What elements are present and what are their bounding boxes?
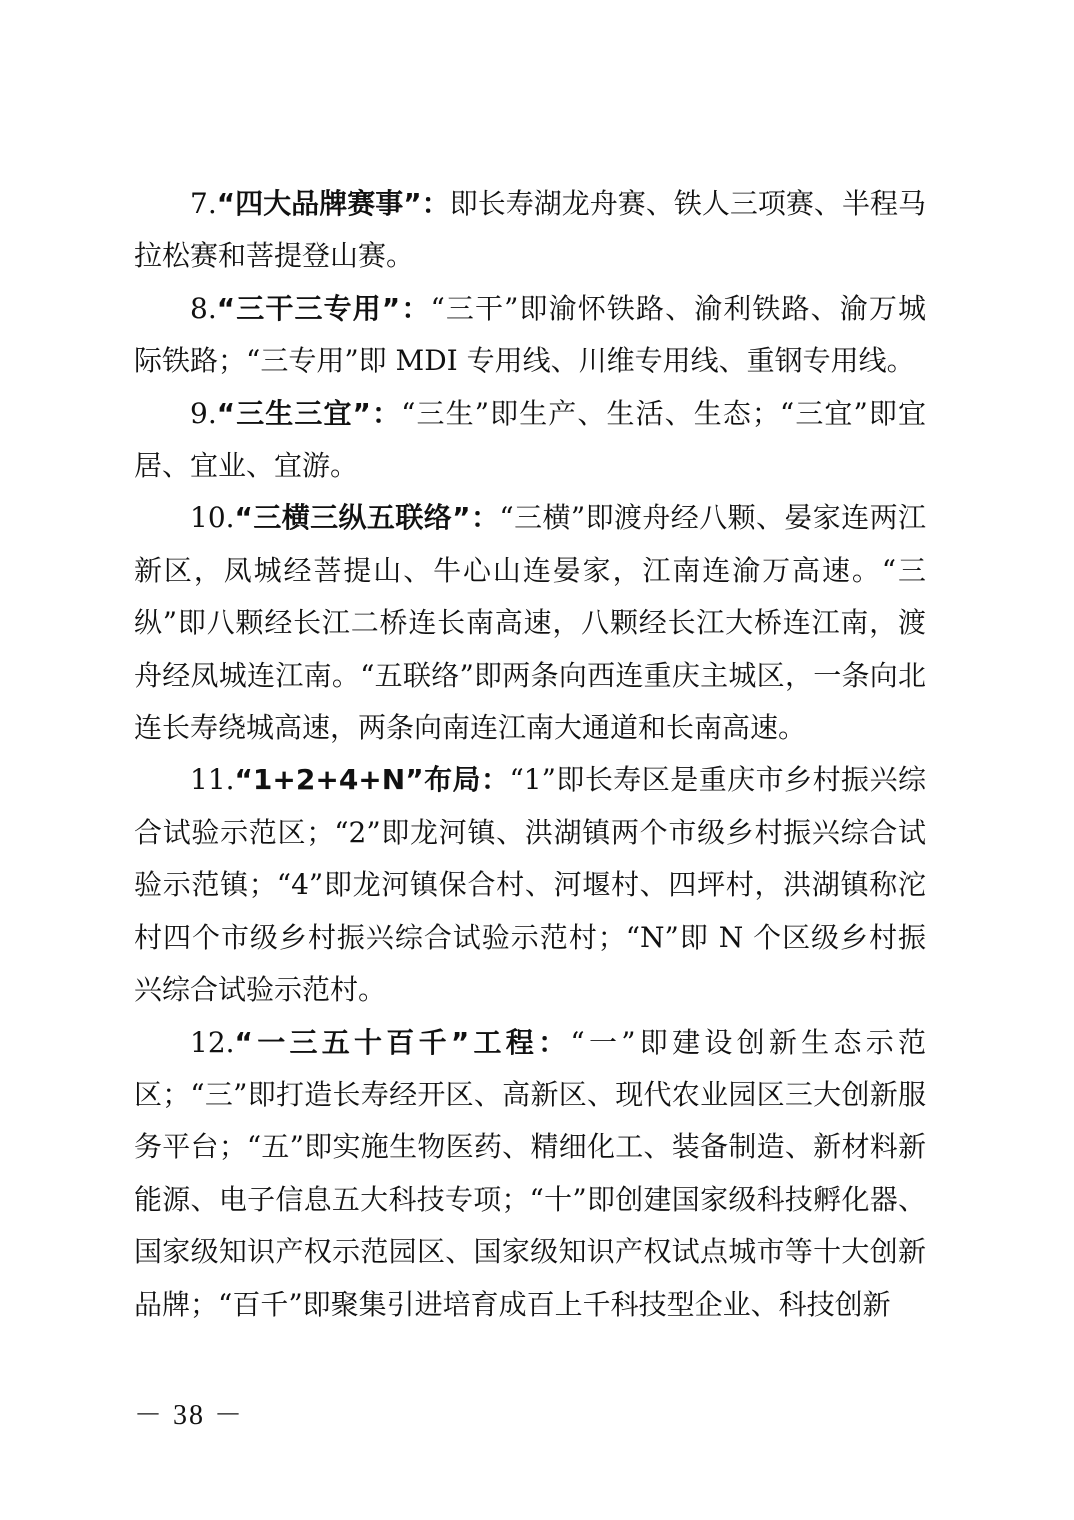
item-9: [134, 388, 926, 493]
item-12: [134, 1017, 926, 1331]
item-number: 9.: [190, 396, 217, 430]
document-body: [134, 178, 926, 1331]
item-number: 12.: [190, 1025, 235, 1059]
item-7: [134, 178, 926, 283]
item-separator: ：: [470, 501, 500, 535]
item-term: “三横三纵五联络”: [234, 501, 471, 535]
item-number: 8.: [190, 291, 217, 325]
item-term: “一三五十百千”工程: [234, 1025, 539, 1059]
item-separator: ：: [538, 1025, 571, 1059]
item-10: [134, 492, 926, 754]
item-term: “四大品牌赛事”: [216, 187, 422, 220]
item-separator: ：: [481, 763, 510, 797]
item-text: 即长寿湖龙舟赛、铁人三项赛、半程马拉松赛和菩提登山赛。: [134, 187, 926, 273]
item-number: 11.: [190, 763, 235, 797]
item-number: 7.: [190, 187, 217, 220]
item-separator: ：: [370, 396, 402, 430]
item-number: 10.: [190, 501, 235, 535]
item-term: “三干三专用”: [216, 291, 401, 325]
item-separator: ：: [400, 291, 431, 325]
item-text: “1”即长寿区是重庆市乡村振兴综合试验示范区；“2”即龙河镇、洪湖镇两个市级乡村振兴综合试验示范镇；“4”即龙河镇保合村、河堰村、四坪村，洪湖镇称沱村四个市级乡村振兴综合试验示范村；“N”即 N 个区级乡村振兴综合试验示范村。: [134, 763, 926, 1007]
item-text: “一”即建设创新生态示范区；“三”即打造长寿经开区、高新区、现代农业园区三大创新服务平台；“五”即实施生物医药、精细化工、装备制造、新材料新能源、电子信息五大科技专项；“十”即创建国家级科技孵化器、国家级知识产权示范园区、国家级知识产权试点城市等十大创新品牌；“百千”即聚集引进培育成百上千科技型企业、科技创新: [134, 1025, 926, 1321]
item-text: “三横”即渡舟经八颗、晏家连两江新区，凤城经菩提山、牛心山连晏家，江南连渝万高速。“三纵”即八颗经长江二桥连长南高速，八颗经长江大桥连江南，渡舟经凤城连江南。“五联络”即两条向西连重庆主城区，一条向北连长寿绕城高速，两条向南连江南大通道和长南高速。: [134, 501, 926, 745]
item-term: “1+2+4+N”布局: [234, 763, 481, 797]
page-number: － 38 －: [134, 1400, 245, 1431]
item-term: “三生三宜”: [216, 396, 371, 430]
item-11: [134, 754, 926, 1016]
item-text: “三生”即生产、生活、生态；“三宜”即宜居、宜业、宜游。: [134, 396, 926, 483]
item-separator: ：: [421, 187, 450, 220]
item-8: [134, 283, 926, 388]
item-text: “三干”即渝怀铁路、渝利铁路、渝万城际铁路；“三专用”即 MDI 专用线、川维专用线、重钢专用线。: [134, 291, 926, 378]
